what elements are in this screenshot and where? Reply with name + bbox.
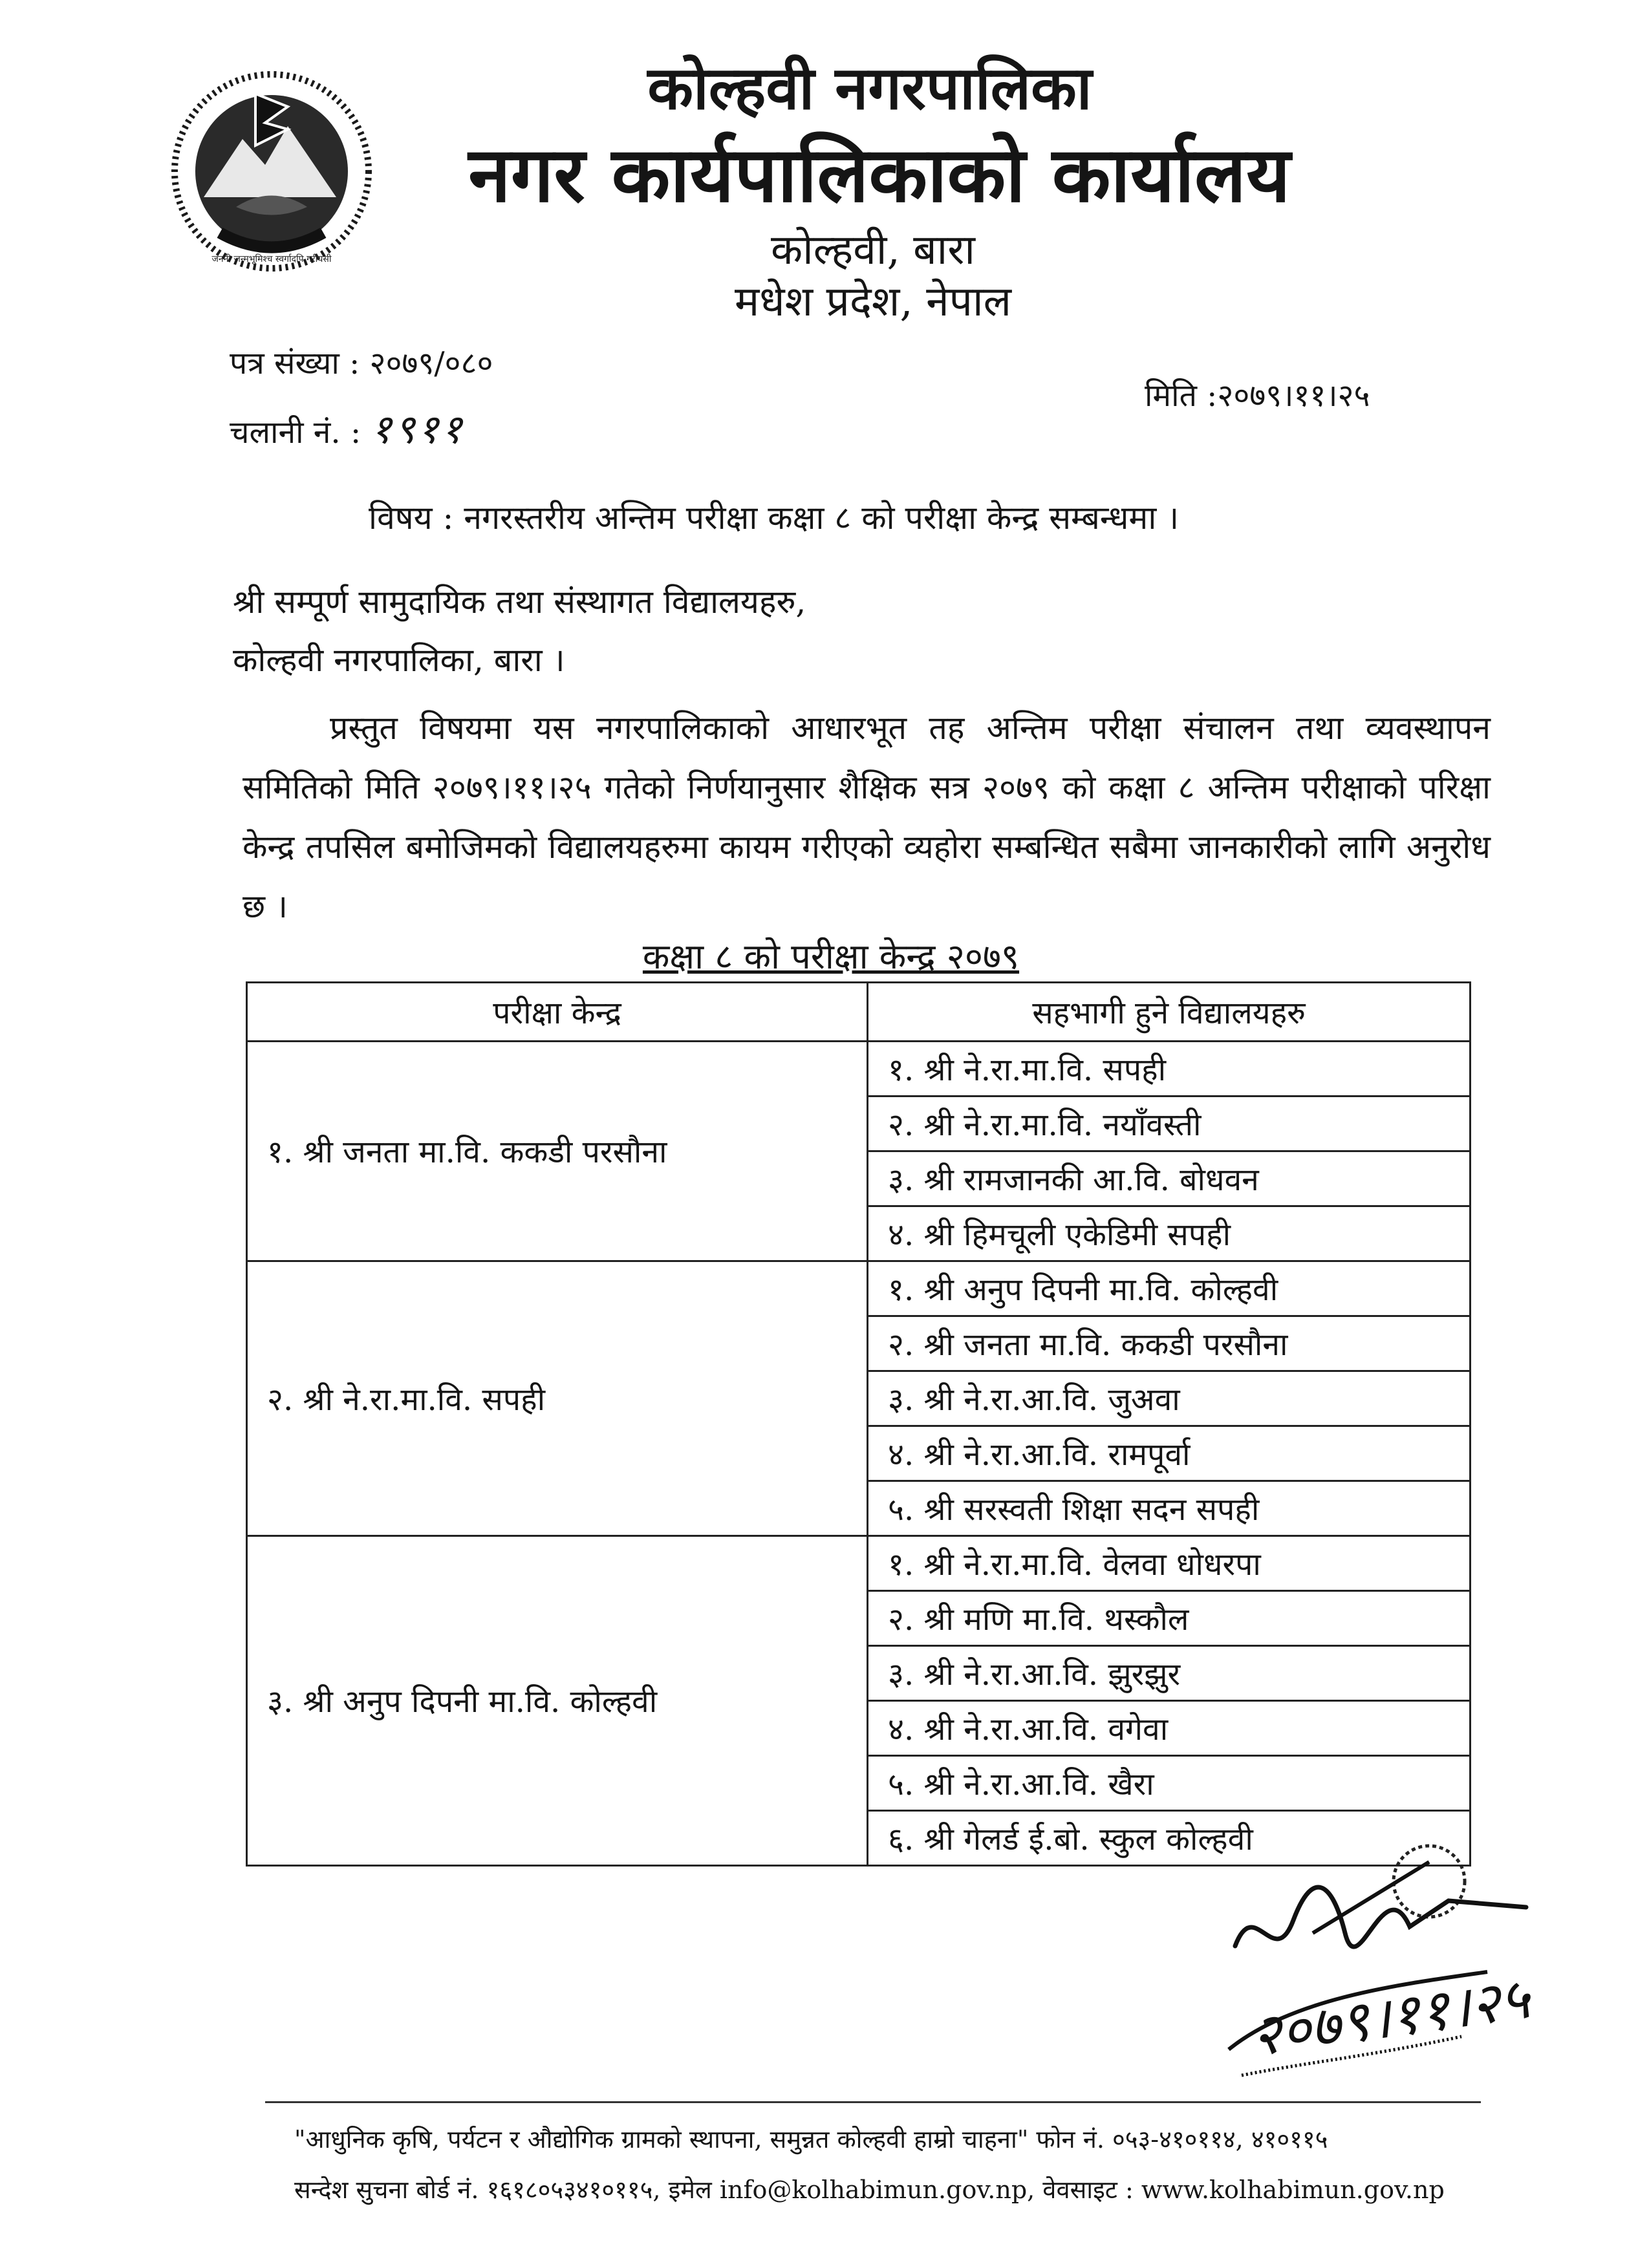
letter-number-label: पत्र संख्या :	[230, 345, 360, 381]
table-body	[247, 1042, 1471, 1866]
letter-number-value: २०७९/०८०	[369, 345, 493, 381]
participating-school-cell: ५. श्री सरस्वती शिक्षा सदन सपही	[868, 1481, 1471, 1536]
exam-center-cell: ३. श्री अनुप दिपनी मा.वि. कोल्हवी	[247, 1536, 868, 1866]
participating-school-cell: ३. श्री ने.रा.आ.वि. जुअवा	[868, 1371, 1471, 1426]
addressee-line-1: श्री सम्पूर्ण सामुदायिक तथा संस्थागत विद्यालयहरु,	[233, 583, 806, 621]
footer-contact: सन्देश सुचना बोर्ड नं. १६१८०५३४१०११५, इमेल info@kolhabimun.gov.np, वेवसाइट : www.kolhabimun.gov.np	[294, 2176, 1445, 2204]
participating-school-cell: १. श्री अनुप दिपनी मा.वि. कोल्हवी	[868, 1261, 1471, 1316]
signature-date: २०७९।११।२५	[1247, 1964, 1534, 2070]
office-place: कोल्हवी, बारा	[770, 226, 975, 274]
office-province: मधेश प्रदेश, नेपाल	[735, 278, 1011, 326]
participating-school-cell: ५. श्री ने.रा.आ.वि. खैरा	[868, 1756, 1471, 1811]
exam-center-cell: २. श्री ने.रा.मा.वि. सपही	[247, 1261, 868, 1536]
participating-school-cell: २. श्री मणि मा.वि. थस्कौल	[868, 1591, 1471, 1646]
emblem-caption: जननी जन्मभूमिश्च स्वर्गादपि गरीयसी	[211, 254, 332, 264]
letter-date-value: २०७९।११।२५	[1217, 378, 1370, 414]
participating-school-cell: १. श्री ने.रा.मा.वि. वेलवा धोधरपा	[868, 1536, 1471, 1591]
office-title: नगर कार्यपालिकाको कार्यालय	[468, 129, 1291, 219]
subject-line: विषय : नगरस्तरीय अन्तिम परीक्षा कक्षा ८ को परीक्षा केन्द्र सम्बन्धमा ।	[369, 499, 1180, 537]
participating-school-cell: ४. श्री ने.रा.आ.वि. रामपूर्वा	[868, 1426, 1471, 1481]
footer-slogan-phone: "आधुनिक कृषि, पर्यटन र औद्योगिक ग्रामको स्थापना, समुन्नत कोल्हवी हाम्रो चाहना" फोन नं. ०५३-४१०११४, ४१०११५	[294, 2125, 1328, 2154]
body-paragraph: प्रस्तुत विषयमा यस नगरपालिकाको आधारभूत तह अन्तिम परीक्षा संचालन तथा व्यवस्थापन समितिको मिति २०७९।११।२५ गतेको निर्णयानुसार शैक्षिक सत्र २०७९ को कक्षा ८ अन्तिम परीक्षाको परिक्षा केन्द्र तपसिल बमोजिमको विद्यालयहरुमा कायम गरीएको व्यहोरा सम्बन्धित सबैमा जानकारीको लागि अनुरोध छ ।	[242, 709, 1491, 925]
header-participating-schools: सहभागी हुने विद्यालयहरु	[868, 983, 1471, 1042]
letter-date	[1145, 374, 1370, 416]
table-row	[247, 1536, 1471, 1591]
table-row	[247, 1261, 1471, 1316]
dispatch-number-value: १९११	[371, 405, 465, 453]
letter-number	[230, 341, 493, 383]
table-row	[247, 1042, 1471, 1097]
header-exam-center: परीक्षा केन्द्र	[247, 983, 868, 1042]
footer-divider	[265, 2101, 1481, 2103]
participating-school-cell: ३. श्री रामजानकी आ.वि. बोधवन	[868, 1151, 1471, 1206]
participating-school-cell: ६. श्री गेलर्ड ई.बो. स्कुल कोल्हवी	[868, 1811, 1471, 1866]
dispatch-number-label: चलानी नं. :	[230, 414, 361, 451]
participating-school-cell: २. श्री जनता मा.वि. ककडी परसौना	[868, 1316, 1471, 1371]
letter-date-label: मिति :	[1145, 378, 1218, 414]
office-name: कोल्हवी नगरपालिका	[647, 53, 1092, 123]
participating-school-cell: ३. श्री ने.रा.आ.वि. झुरझुर	[868, 1646, 1471, 1701]
participating-school-cell: १. श्री ने.रा.मा.वि. सपही	[868, 1042, 1471, 1097]
exam-centers-table	[246, 981, 1471, 1867]
table-header-row	[247, 983, 1471, 1042]
participating-school-cell: २. श्री ने.रा.मा.वि. नयाँवस्ती	[868, 1097, 1471, 1151]
addressee-line-2: कोल्हवी नगरपालिका, बारा ।	[233, 641, 565, 679]
participating-school-cell: ४. श्री ने.रा.आ.वि. वगेवा	[868, 1701, 1471, 1756]
signature-icon	[1216, 1843, 1604, 2134]
table-title: कक्षा ८ को परीक्षा केन्द्र २०७९	[642, 936, 1020, 977]
exam-center-cell: १. श्री जनता मा.वि. ककडी परसौना	[247, 1042, 868, 1261]
participating-school-cell: ४. श्री हिमचूली एकेडिमी सपही	[868, 1206, 1471, 1261]
dispatch-number	[230, 401, 464, 455]
